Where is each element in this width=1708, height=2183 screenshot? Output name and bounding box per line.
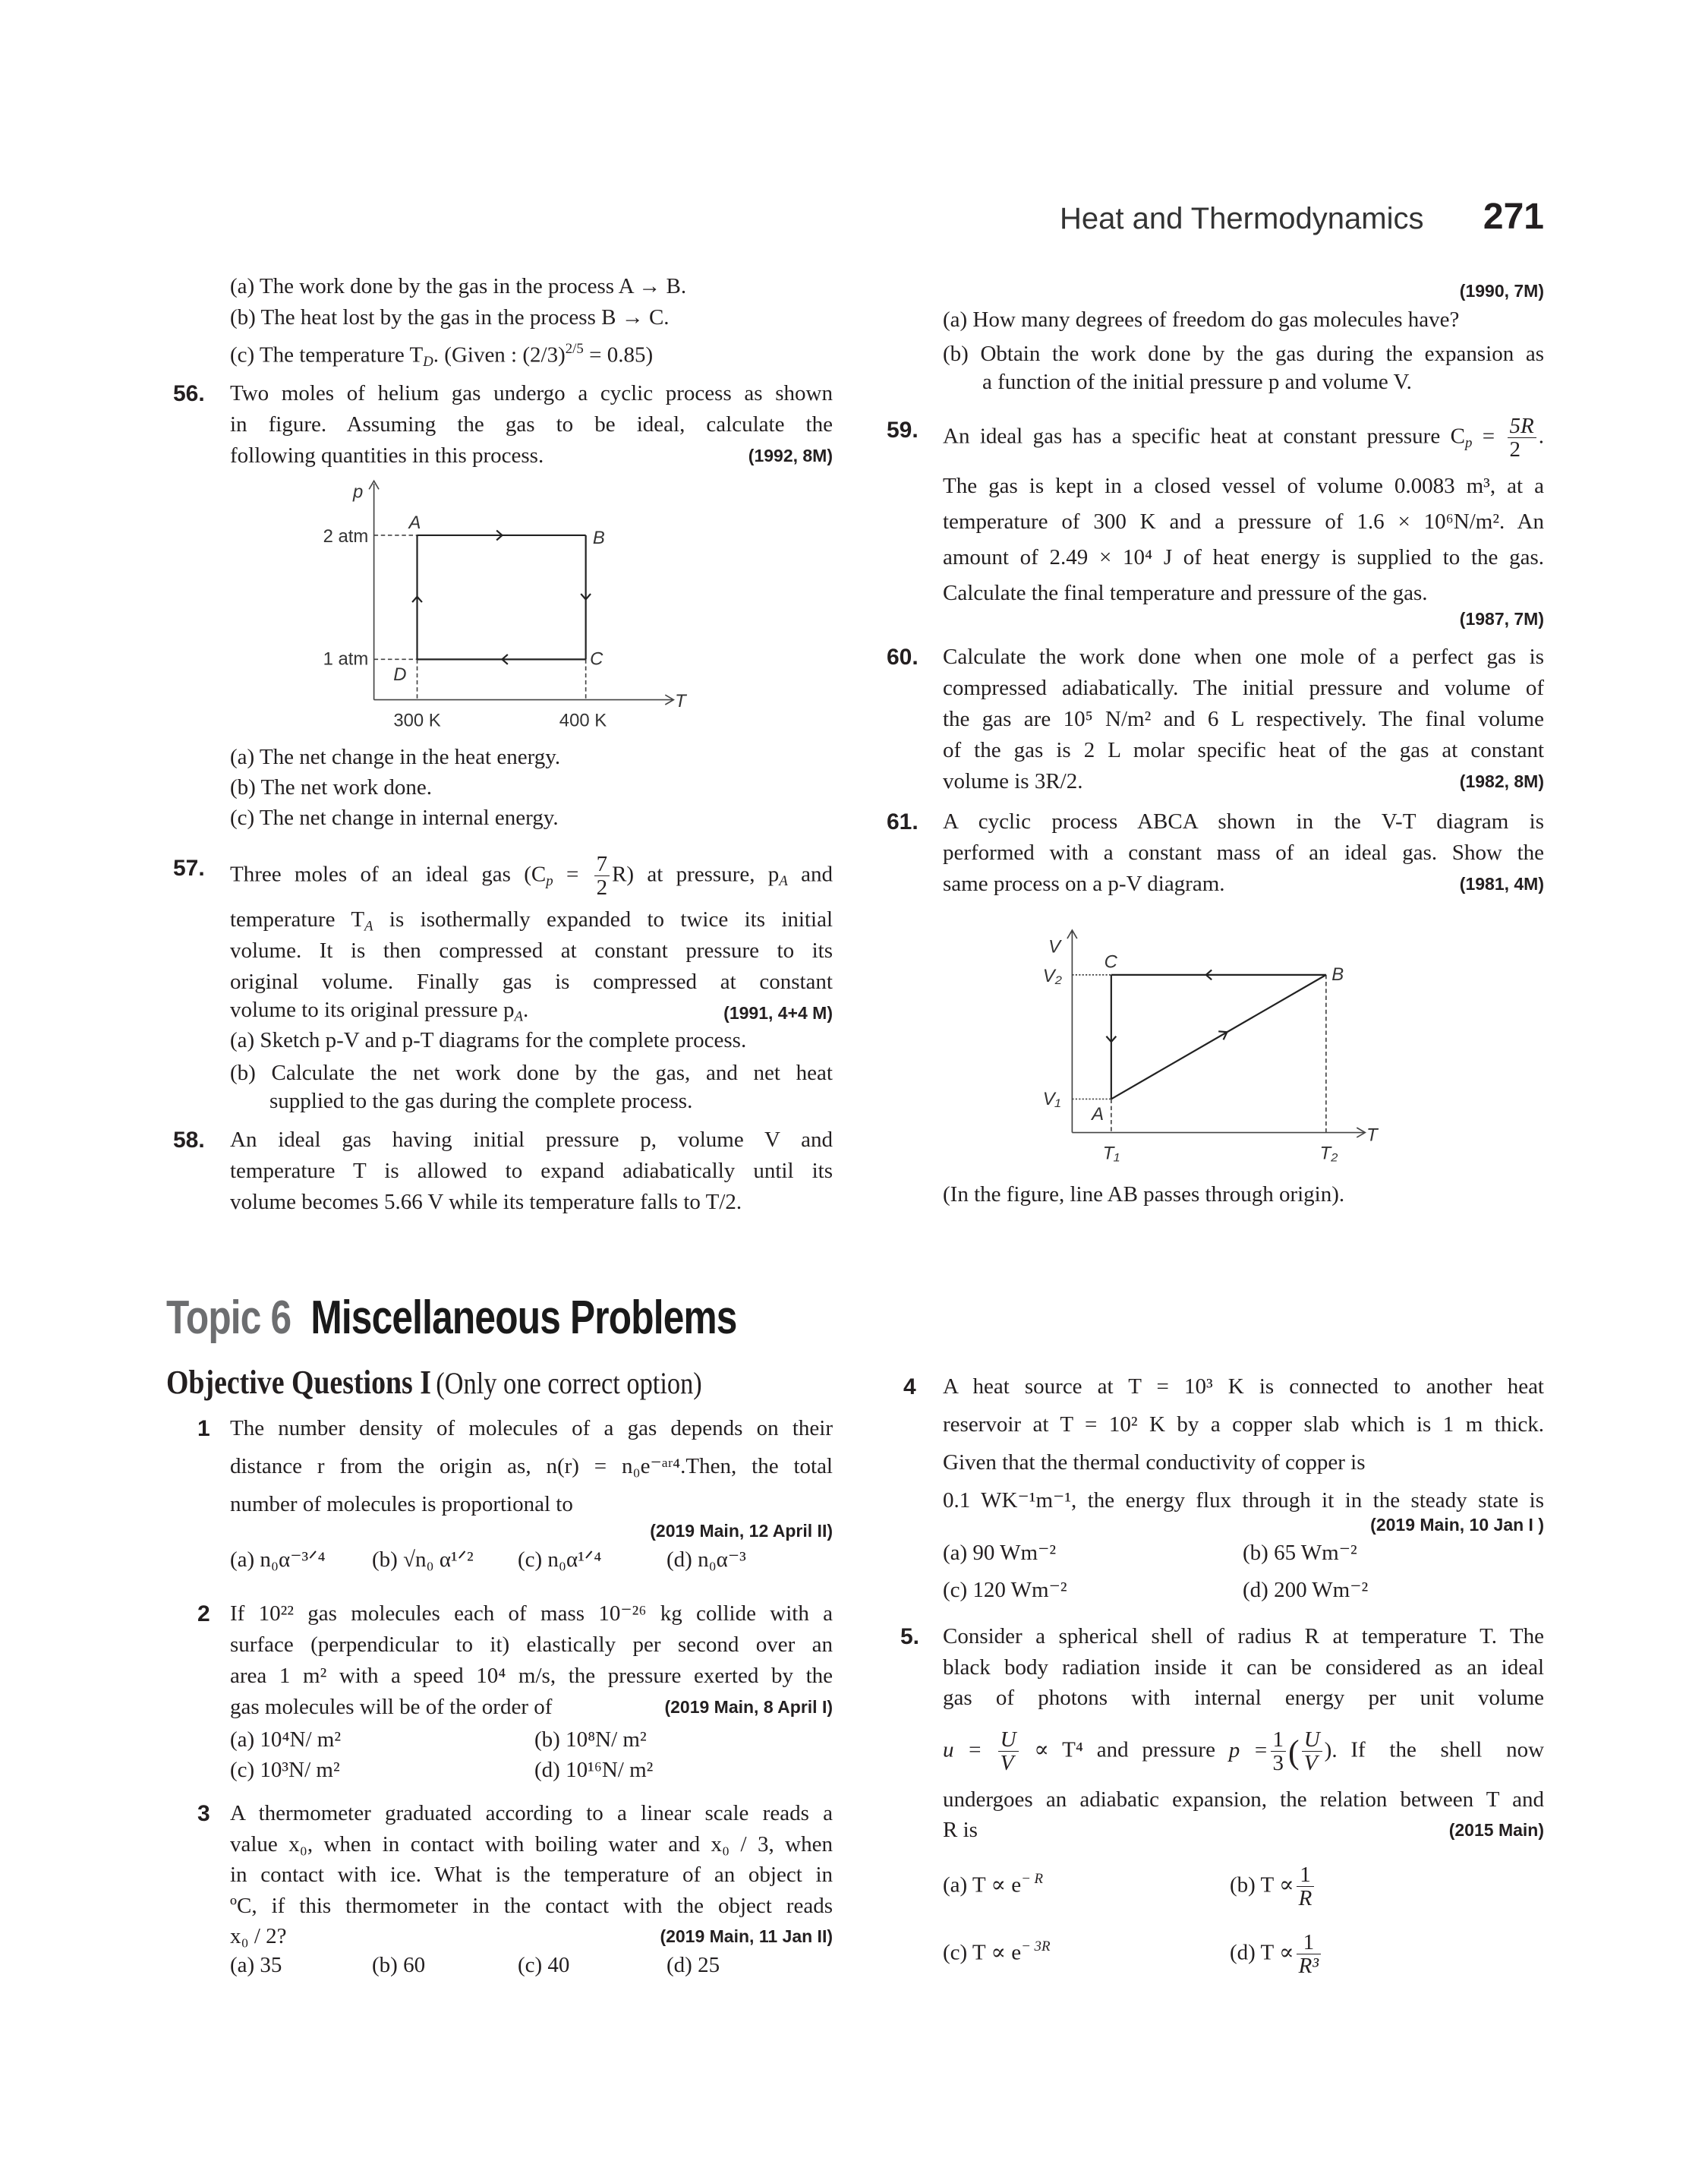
q55-part-c-sup: 2/5	[565, 341, 584, 357]
q57-part-a: (a) Sketch p-V and p-T diagrams for the complete process.	[230, 1028, 747, 1052]
formula-text: If the shell now	[1350, 1737, 1545, 1762]
text: volume to its original pressure p	[230, 997, 515, 1022]
option-d[interactable]: (d) 25	[666, 1953, 720, 1977]
text: Three moles of an ideal gas (C	[230, 862, 547, 887]
question-line: number of molecules is proportional to	[230, 1492, 573, 1516]
formula-text: p =	[1228, 1737, 1268, 1762]
section-note: (Only one correct option)	[436, 1366, 702, 1400]
question-60	[943, 642, 1544, 797]
formula-text: and	[1096, 1737, 1129, 1762]
vt-cycle-diagram	[1032, 913, 1394, 1172]
option-b[interactable]: (b) 60	[372, 1953, 426, 1977]
option-b[interactable]: (b) √n₀ α¹ᐟ²	[372, 1547, 474, 1572]
y-tick-label: 1 atm	[323, 648, 369, 670]
q57-part-b-cont: supplied to the gas during the complete process.	[269, 1089, 693, 1113]
question-line	[230, 904, 833, 935]
q55-part-c-mid: . (Given : (2/3)	[433, 342, 566, 368]
question-61	[943, 806, 1544, 900]
process-ab	[1111, 975, 1326, 1099]
option-text: (d) T ∝	[1230, 1940, 1294, 1965]
denominator: 2	[1509, 437, 1521, 462]
figure-caption: (In the figure, line AB passes through origin).	[943, 1182, 1345, 1207]
section-heading	[166, 1363, 702, 1402]
question-line-text: same process on a p-V diagram.	[943, 872, 1225, 896]
fraction	[594, 853, 610, 900]
option-a[interactable]	[943, 1863, 1043, 1901]
topic-label: Topic 6	[166, 1292, 291, 1344]
superscript: − 3R	[1021, 1939, 1051, 1954]
question-line	[230, 998, 833, 1029]
question-source: (1990, 7M)	[1459, 281, 1544, 301]
question-59	[943, 414, 1544, 462]
question-line: The gas is kept in a closed vessel of volume 0.0083 m³, at a	[943, 474, 1544, 498]
numerator: 1	[1297, 1931, 1321, 1954]
option-c[interactable]: (c) 10³N/ m²	[230, 1758, 340, 1782]
x-tick-label: 300 K	[393, 710, 441, 731]
question-line: of the gas is 2 L molar specific heat of the gas at constant	[943, 738, 1544, 762]
question-5	[943, 1621, 1544, 1714]
superscript: − R	[1021, 1871, 1044, 1887]
option-d[interactable]: (d) n₀α⁻³	[666, 1547, 746, 1572]
fraction	[1508, 415, 1536, 462]
x-tick-label: T₂	[1319, 1143, 1338, 1164]
text: An ideal gas has a specific heat at constant pressure C	[943, 424, 1465, 449]
denominator: V	[1303, 1751, 1318, 1776]
text: =	[1472, 424, 1505, 449]
y-axis-label: V	[1048, 936, 1061, 957]
question-line-text: following quantities in this process.	[230, 443, 544, 468]
numerator: 5R	[1508, 415, 1536, 438]
question-line: temperature T is allowed to expand adiabatically until its	[230, 1159, 833, 1183]
question-line: temperature of 300 K and a pressure of 1.6 × 10⁶N/m². An	[943, 509, 1544, 534]
question-source: (2019 Main, 12 April II)	[650, 1521, 833, 1541]
option-text: (a) T ∝ e	[943, 1872, 1022, 1898]
text: .	[1538, 424, 1544, 449]
question-line	[230, 852, 833, 901]
question-number-4: 4	[903, 1374, 916, 1399]
formula-text: pressure	[1142, 1737, 1215, 1762]
denominator: 3	[1272, 1751, 1284, 1776]
option-b[interactable]: (b) 10⁸N/ m²	[534, 1727, 647, 1752]
q55-part-a: (a) The work done by the gas in the process A → B.	[230, 274, 687, 298]
pt-cycle-diagram	[300, 467, 704, 739]
q55-part-c-post: = 0.85)	[583, 342, 654, 368]
question-number-2: 2	[197, 1601, 210, 1626]
option-a[interactable]: (a) 10⁴N/ m²	[230, 1727, 342, 1752]
question-line: 0.1 WK⁻¹m⁻¹, the energy flux through it in the steady state is	[943, 1488, 1544, 1513]
text: R) at pressure, p	[612, 862, 780, 887]
subscript: p	[1464, 435, 1473, 452]
question-line: in figure. Assuming the gas to be ideal, calculate the	[230, 412, 833, 437]
question-line: Calculate the final temperature and pressure of the gas.	[943, 581, 1428, 605]
q55-parts	[230, 271, 833, 370]
point-label-d: D	[393, 664, 407, 685]
option-a[interactable]: (a) 90 Wm⁻²	[943, 1541, 1057, 1565]
question-source: (2019 Main, 8 April I)	[664, 1697, 833, 1717]
point-label-c: C	[1104, 951, 1117, 973]
option-a[interactable]: (a) n₀α⁻³ᐟ⁴	[230, 1547, 326, 1572]
question-source: (2019 Main, 10 Jan I )	[1370, 1515, 1544, 1535]
question-line-text: gas molecules will be of the order of	[230, 1695, 553, 1719]
question-line: If 10²² gas molecules each of mass 10⁻²⁶ kg collide with a	[230, 1601, 833, 1626]
question-line	[943, 869, 1544, 900]
option-d[interactable]	[1230, 1931, 1323, 1978]
q58-part-b-cont: a function of the initial pressure p and volume V.	[982, 370, 1412, 394]
running-header	[1060, 196, 1544, 238]
question-line: Two moles of helium gas undergo a cyclic process as shown	[230, 381, 833, 405]
question-source: (2019 Main, 11 Jan II)	[660, 1926, 833, 1946]
question-2	[230, 1598, 833, 1723]
q58-parts	[943, 304, 1544, 398]
question-line	[230, 1692, 833, 1723]
option-d[interactable]: (d) 10¹⁶N/ m²	[534, 1758, 654, 1782]
paren: (	[1288, 1733, 1300, 1771]
question-line: amount of 2.49 × 10⁴ J of heat energy is supplied to the gas.	[943, 545, 1544, 569]
question-number-1: 1	[197, 1416, 210, 1441]
question-number-5: 5.	[900, 1624, 920, 1649]
fraction	[1297, 1931, 1321, 1978]
point-label-b: B	[592, 527, 605, 548]
option-c[interactable]: (c) 120 Wm⁻²	[943, 1578, 1067, 1602]
question-line: undergoes an adiabatic expansion, the relation between T and	[943, 1787, 1544, 1812]
question-source: (1992, 8M)	[748, 446, 833, 465]
question-1	[230, 1413, 833, 1520]
option-text: (b) T ∝	[1230, 1872, 1294, 1898]
formula-group	[1228, 1727, 1338, 1776]
section-title: Objective Questions I	[166, 1364, 431, 1401]
question-line: in contact with ice. What is the temperature of an object in	[230, 1863, 833, 1887]
question-source: (2015 Main)	[1448, 1820, 1544, 1840]
question-line: Calculate the work done when one mole of a perfect gas is	[943, 645, 1544, 669]
question-line-text: x₀ / 2?	[230, 1924, 287, 1948]
formula-text: u =	[943, 1737, 982, 1762]
question-58	[230, 1125, 833, 1218]
subscript: A	[364, 918, 373, 935]
numerator: 7	[594, 853, 610, 876]
question-line: A heat source at T = 10³ K is connected to another heat	[943, 1374, 1544, 1399]
fraction	[1297, 1863, 1315, 1910]
question-line	[943, 766, 1544, 797]
question-line: compressed adiabatically. The initial pressure and volume of	[943, 676, 1544, 700]
denominator: V	[1000, 1751, 1014, 1776]
q55-part-c	[230, 333, 833, 370]
text: temperature T	[230, 907, 365, 932]
question-3	[230, 1798, 833, 1952]
question-number-57: 57.	[173, 856, 205, 881]
denominator: R	[1298, 1886, 1313, 1911]
question-number-61: 61.	[887, 809, 919, 834]
q58-part-b: (b) Obtain the work done by the gas during the expansion as	[943, 342, 1544, 366]
denominator: R³	[1298, 1954, 1319, 1979]
numerator: U	[1302, 1728, 1322, 1752]
question-line: distance r from the origin as, n(r) = n₀e⁻ᵃʳ⁴.Then, the total	[230, 1454, 833, 1478]
text: .	[523, 997, 529, 1022]
question-4	[943, 1371, 1544, 1537]
x-axis-label: T	[1366, 1125, 1378, 1146]
question-line: area 1 m² with a speed 10⁴ m/s, the pressure exerted by the	[230, 1664, 833, 1688]
text: and	[787, 862, 833, 887]
numerator: U	[998, 1728, 1019, 1752]
question-line-text: volume is 3R/2.	[943, 769, 1083, 793]
question-source: (1987, 7M)	[1459, 609, 1544, 629]
question-source: (1982, 8M)	[1459, 771, 1544, 791]
question-5-formula	[943, 1727, 1545, 1776]
question-line: surface (perpendicular to it) elastically per second over an	[230, 1633, 833, 1657]
point-label-b: B	[1331, 964, 1344, 986]
question-line: Given that the thermal conductivity of copper is	[943, 1450, 1366, 1475]
question-line: original volume. Finally gas is compressed at constant	[230, 970, 833, 994]
q55-part-c-text: (c) The temperature T	[230, 342, 424, 368]
q56-part-b: (b) The net work done.	[230, 775, 433, 800]
question-number-3: 3	[197, 1801, 210, 1826]
question-line: Consider a spherical shell of radius R at temperature T. The	[943, 1624, 1544, 1648]
question-number-60: 60.	[887, 645, 919, 670]
question-line: performed with a constant mass of an ideal gas. Show the	[943, 841, 1544, 865]
option-c[interactable]: (c) n₀α¹ᐟ⁴	[518, 1547, 602, 1572]
question-line: the gas are 10⁵ N/m² and 6 L respectively. The final volume	[943, 707, 1544, 731]
numerator: 1	[1271, 1728, 1287, 1752]
point-label-a: A	[408, 512, 421, 533]
question-number-56: 56.	[173, 381, 205, 406]
question-line-text: R is	[943, 1818, 978, 1842]
fraction	[1302, 1728, 1322, 1775]
question-line: ºC, if this thermometer in the contact with the object reads	[230, 1893, 833, 1918]
subscript: A	[779, 873, 788, 890]
question-line: volume. It is then compressed at constant pressure to its	[230, 939, 833, 963]
option-c[interactable]	[943, 1931, 1050, 1968]
question-59-body	[943, 468, 1544, 631]
question-number-58: 58.	[173, 1128, 205, 1153]
option-text: (c) T ∝ e	[943, 1940, 1022, 1965]
y-tick-label: 2 atm	[323, 526, 369, 547]
subscript: p	[546, 873, 553, 890]
option-d[interactable]: (d) 200 Wm⁻²	[1243, 1578, 1369, 1602]
topic-title: Miscellaneous Problems	[310, 1292, 737, 1344]
y-tick-label: V₂	[1042, 966, 1062, 987]
question-line	[943, 414, 1544, 462]
x-axis-label: T	[675, 690, 686, 711]
question-5-tail	[943, 1784, 1544, 1846]
option-a[interactable]: (a) 35	[230, 1953, 282, 1977]
x-tick-label: T₁	[1102, 1143, 1120, 1164]
chapter-title: Heat and Thermodynamics	[1060, 202, 1424, 235]
subscript: A	[514, 1008, 524, 1025]
q56-parts	[230, 742, 833, 833]
y-tick-label: V₁	[1042, 1088, 1061, 1109]
question-source: (1991, 4+4 M)	[723, 1003, 833, 1023]
question-57-body	[230, 904, 833, 1029]
option-c[interactable]: (c) 40	[518, 1953, 570, 1977]
q57-part-b: (b) Calculate the net work done by the gas, and net heat	[230, 1061, 833, 1085]
q57-parts	[230, 1025, 833, 1115]
page-number: 271	[1483, 197, 1544, 237]
paren: ).	[1324, 1737, 1338, 1762]
question-line: An ideal gas having initial pressure p, volume V and	[230, 1128, 833, 1152]
text: =	[553, 862, 592, 887]
text: is isothermally expanded to twice its initial	[373, 907, 834, 932]
question-line: value x₀, when in contact with boiling water and x₀ / 3, when	[230, 1831, 833, 1856]
y-axis-label: p	[353, 481, 364, 503]
option-b[interactable]: (b) 65 Wm⁻²	[1243, 1541, 1357, 1565]
question-line: A cyclic process ABCA shown in the V-T diagram is	[943, 809, 1544, 834]
formula-text: ∝ T⁴	[1034, 1737, 1083, 1762]
question-line: gas of photons with internal energy per unit volume	[943, 1686, 1544, 1710]
question-line	[230, 1921, 833, 1952]
question-source: (1981, 4M)	[1459, 874, 1544, 894]
question-56	[230, 378, 833, 472]
point-label-a: A	[1092, 1104, 1105, 1125]
formula-line	[943, 1727, 1545, 1776]
q55-part-b: (b) The heat lost by the gas in the process B → C.	[230, 305, 670, 330]
option-b[interactable]	[1230, 1863, 1316, 1910]
q56-part-c: (c) The net change in internal energy.	[230, 806, 559, 830]
question-line: black body radiation inside it can be considered as an ideal	[943, 1655, 1544, 1680]
numerator: 1	[1297, 1863, 1315, 1887]
topic-heading	[166, 1291, 737, 1345]
question-line: The number density of molecules of a gas depends on their	[230, 1416, 833, 1440]
question-line	[943, 1815, 1544, 1846]
q55-part-c-sub: D	[423, 353, 433, 370]
denominator: 2	[596, 875, 608, 901]
point-label-c: C	[590, 648, 603, 670]
fraction	[1271, 1728, 1287, 1775]
question-line: A thermometer graduated according to a linear scale reads a	[230, 1801, 833, 1825]
q58-part-a: (a) How many degrees of freedom do gas molecules have?	[943, 308, 1460, 332]
question-line: volume becomes 5.66 V while its temperature falls to T/2.	[230, 1190, 742, 1214]
x-tick-label: 400 K	[559, 710, 607, 731]
question-line: reservoir at T = 10² K by a copper slab which is 1 m thick.	[943, 1412, 1544, 1437]
question-number-59: 59.	[887, 418, 919, 443]
q56-part-a: (a) The net change in the heat energy.	[230, 745, 561, 769]
question-57	[230, 852, 833, 901]
fraction	[998, 1728, 1019, 1775]
